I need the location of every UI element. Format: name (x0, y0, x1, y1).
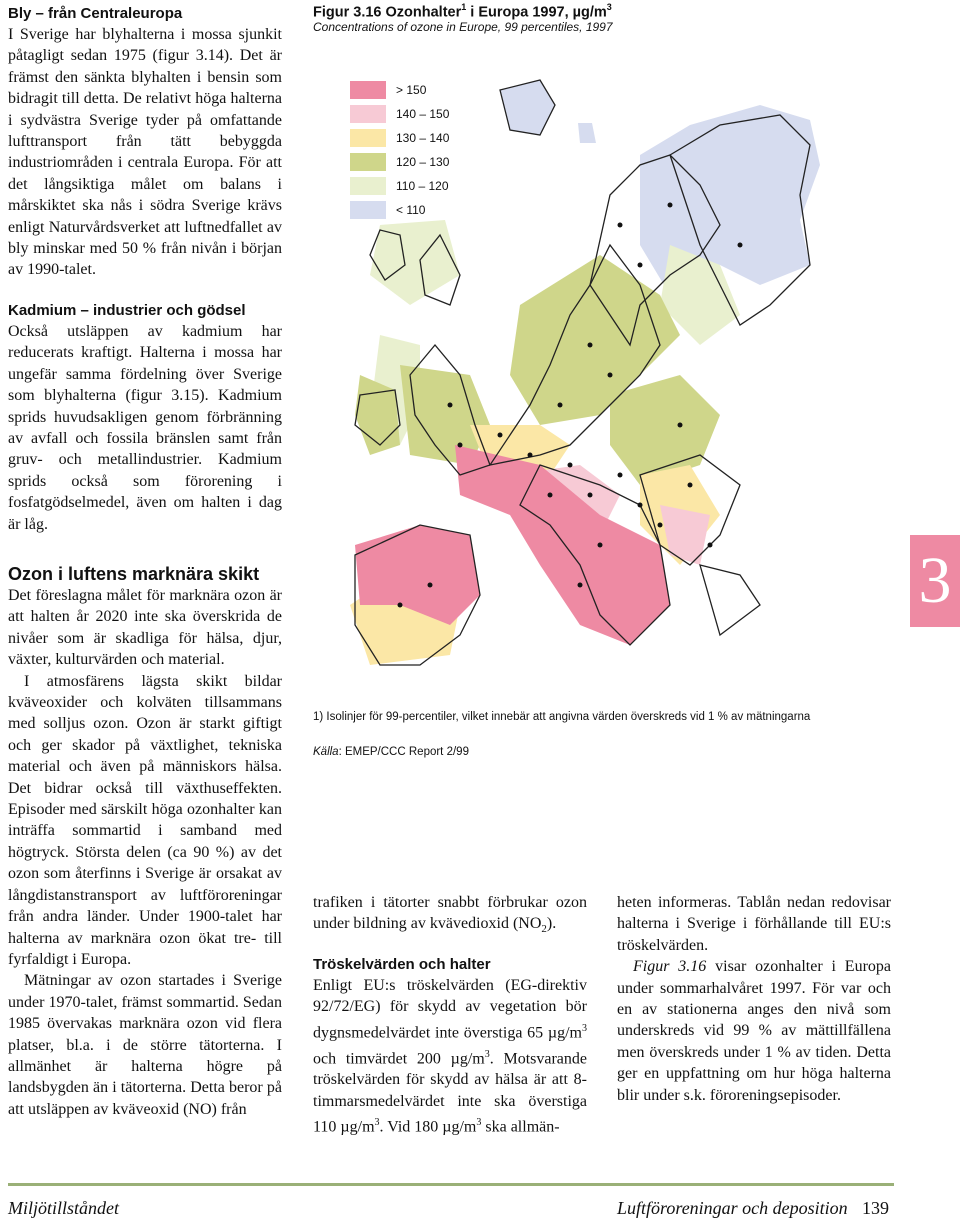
source-label: Källa (313, 746, 339, 758)
right-column (617, 892, 891, 1106)
legend-item: 140 – 150 (350, 102, 449, 126)
ozon-paragraph-2: I atmosfärens lägsta skikt bildar kväveoxider och kolväten tillsammans med solljus ozon. Ozon är starkt giftigt och ger skador på växtlighet, tekniska material och även på människors hälsa. Det bidrar också till växthuseffekten. Episoder med särskilt höga ozonhalter kan inträffa sommartid i samband med högtryck. Största delen (ca 90 %) av det ozon som återfinns i Sverige är orsakat av långdistanstransport av luftföroreningar från andra länder. Under 1900-talet har halterna av marknära ozon ökat tre- till fyrfaldigt i Europa. (8, 672, 282, 968)
map-legend (350, 78, 449, 222)
figure-source (313, 745, 469, 760)
ozon-section (8, 563, 282, 1120)
legend-swatch (350, 105, 386, 123)
legend-swatch (350, 129, 386, 147)
figure-subtitle: Concentrations of ozone in Europe, 99 percentiles, 1997 (313, 20, 613, 34)
footer-right: Luftföroreningar och deposition (617, 1198, 848, 1218)
col3-paragraph-1: heten informeras. Tablån nedan redovisar halterna i Sverige i förhållande till EU:s tröskelvärden. (617, 894, 891, 954)
legend-swatch (350, 177, 386, 195)
col3-paragraph-2: Figur 3.16 visar ozonhalter i Europa under sommarhalvåret 1997. För var och en av stationerna anges den nivå som underskreds vid 99 % av mättillfällena men överskreds under 1 % av tiden. Detta ger en uppfattning om hur höga halterna blir under s.k. föroreningsepisoder. (617, 958, 891, 1104)
left-column (8, 4, 282, 535)
legend-swatch (350, 81, 386, 99)
figure-reference: Figur 3.16 (633, 958, 707, 976)
ozon-paragraph-1: Det föreslagna målet för marknära ozon är att halten år 2020 inte ska överskrida de nivåer som är skadliga för hälsa, djur, växter, kulturvärden och material. (8, 587, 282, 669)
source-text: : EMEP/CCC Report 2/99 (338, 746, 469, 758)
kadmium-paragraph: Också utsläppen av kadmium har reducerats kraftigt. Halterna i mossa har ungefär samma fördelning över Sverige som blyhalterna (figur 3.15). Kadmium sprids huvudsakligen genom förbränning av avfall och fossila bränslen samt från gruv- och metallindustrier. Kadmium sprids också som förorening i fosfatgödselmedel, även om halten i dag är låg. (8, 322, 282, 533)
chapter-tab: 3 (910, 535, 960, 627)
legend-swatch (350, 153, 386, 171)
section-heading-ozon: Ozon i luftens marknära skikt (8, 564, 260, 584)
section-heading-bly: Bly – från Centraleuropa (8, 5, 183, 22)
ozon-paragraph-3: Mätningar av ozon startades i Sverige under 1970-talet, främst sommartid. Sedan 1985 övervakas marknära ozon vid flera platser, bl.a. i de större tätorterna. I allmänhet är halterna högre på landsbygden än i tätorterna. Detta beror på att utsläppen av kväveoxid (NO) från (8, 972, 282, 1118)
figure-title: Figur 3.16 Ozonhalter$^1$ i Europa 1997, $\mu g/m^3$ (313, 2, 612, 21)
page-number: 139 (862, 1198, 889, 1218)
legend-item: 110 – 120 (350, 174, 449, 198)
legend-item: < 110 (350, 198, 449, 222)
legend-item: 120 – 130 (350, 150, 449, 174)
legend-swatch (350, 201, 386, 219)
middle-column (313, 892, 587, 1138)
footer-rule (8, 1183, 894, 1186)
figure-note: 1) Isolinjer för 99-percentiler, vilket innebär att angivna värden överskreds vid 1 % av mätningarna (313, 711, 811, 723)
legend-item: 130 – 140 (350, 126, 449, 150)
footer-left: Miljötillståndet (8, 1198, 119, 1218)
col2-paragraph-2: Enligt EU:s tröskelvärden (EG-direktiv 92/72/EG) för skydd av vegetation bör dygnsmedelvärdet inte överstiga 65 $\mu g/m^3$ och timvärdet 200 $\mu g/m^3$. Motsvarande tröskelvärden för skydd av hälsa är att 8-timmarsmedelvärdet inte ska överstiga 110 $\mu g/m^3$. Vid 180 $\mu g/m^3$ ska allmän- (313, 977, 587, 1136)
col2-paragraph-1: trafiken i tätorter snabbt förbrukar ozon under bildning av kvävedioxid $(NO_2)$. (313, 894, 587, 936)
bly-paragraph: I Sverige har blyhalterna i mossa sjunkit påtagligt sedan 1975 (figur 3.14). Det är främst den sänkta blyhalten i bensin som bidragit till detta. De relativt höga halterna i sydvästra Sverige tyder på omfattande lufttransport från tätt bebyggda industriområden i centrala Europa. För att det långsiktiga målet om balans i mårskiktet ska nås i södra Sverige krävs enligt Naturvårdsverket att luftnedfallet av bly minskar med 50 % från nivån i början av 1990-talet. (8, 26, 282, 279)
section-heading-kadmium: Kadmium – industrier och gödsel (8, 301, 246, 319)
legend-item: > 150 (350, 78, 449, 102)
section-heading-troskel: Tröskelvärden och halter (313, 956, 491, 973)
